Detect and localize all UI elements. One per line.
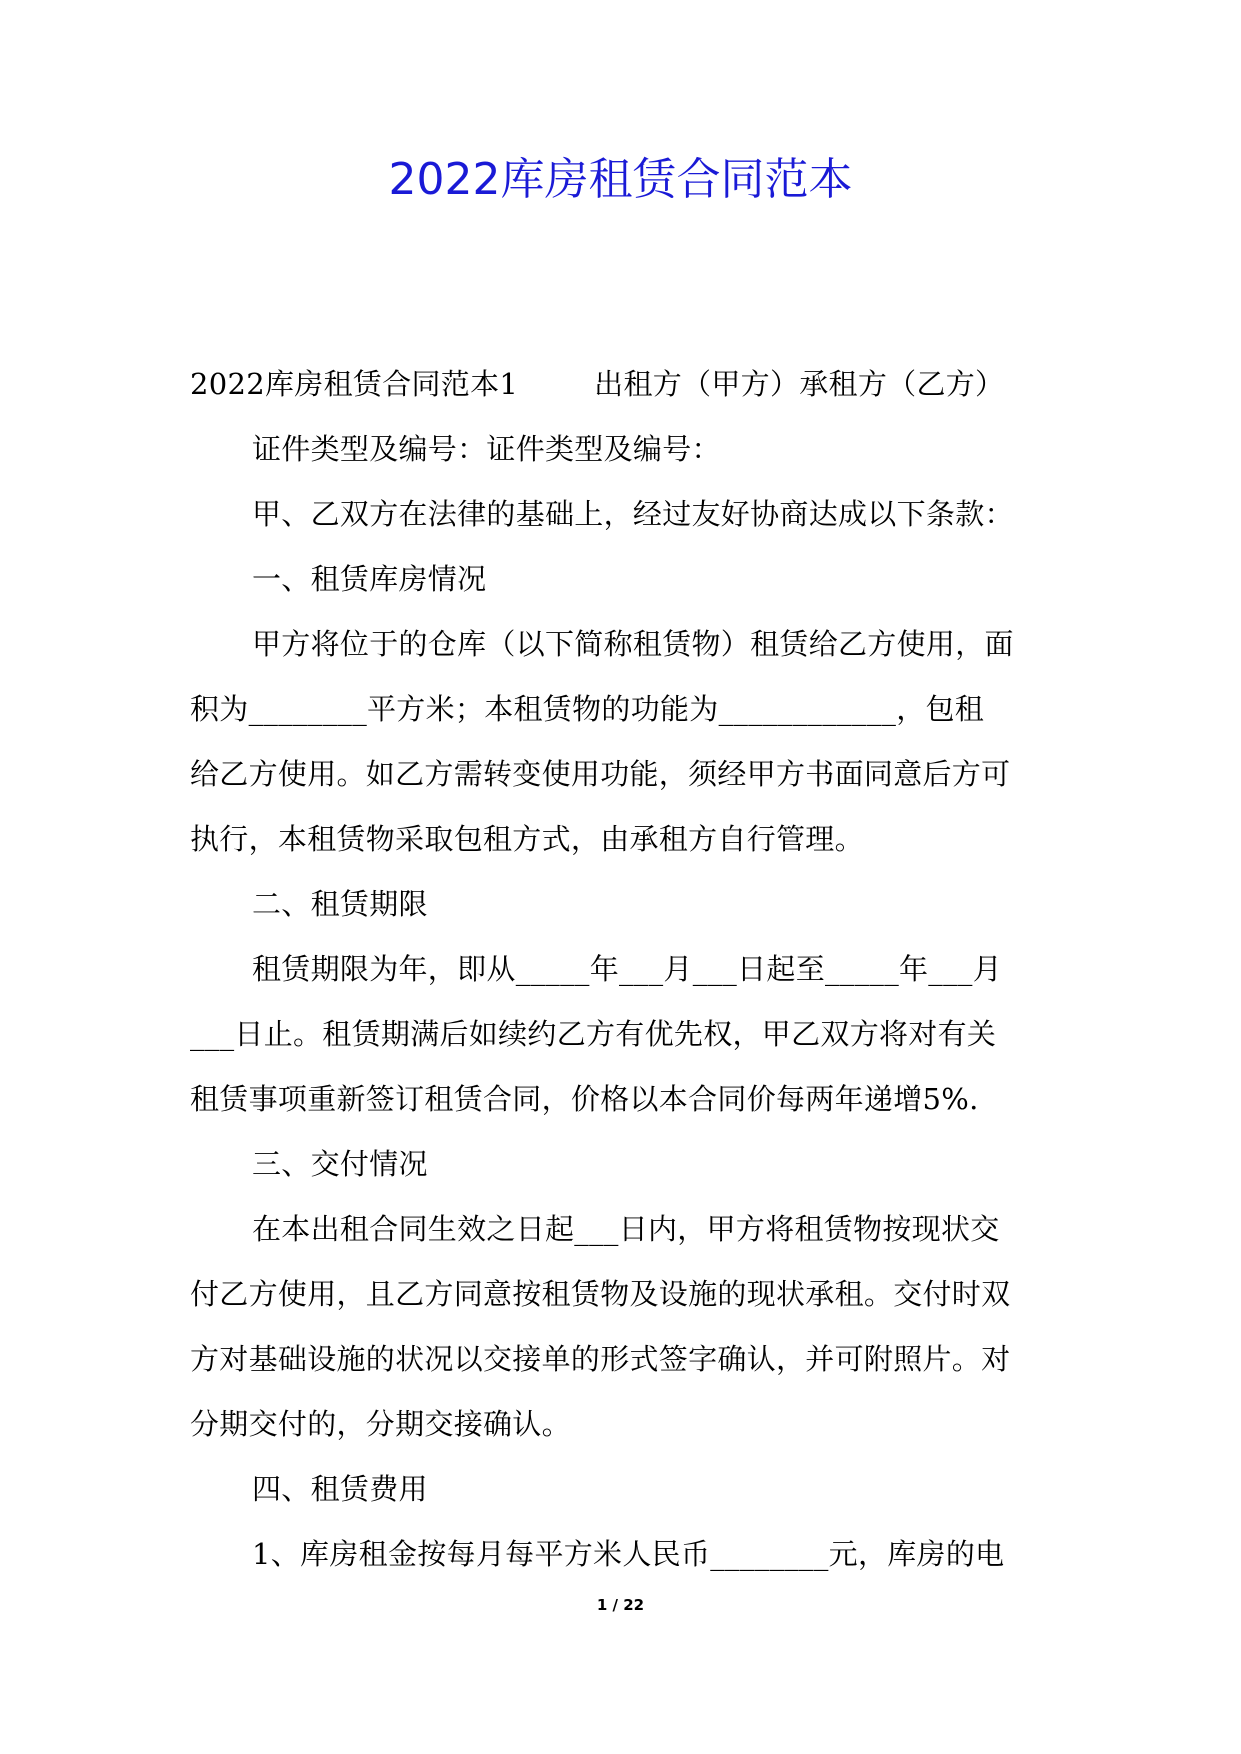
section-heading: 一、租赁库房情况 xyxy=(252,562,487,596)
intro-line xyxy=(190,352,1060,417)
page-number: 1 / 22 xyxy=(596,1596,645,1614)
document-body xyxy=(190,352,1060,1587)
paragraph-line: 租赁期限为年，即从_____年___月___日起至_____年___月 xyxy=(252,952,1003,986)
paragraph-line: 付乙方使用，且乙方同意按租赁物及设施的现状承租。交付时双 xyxy=(190,1277,1011,1311)
paragraph-line: 方对基础设施的状况以交接单的形式签字确认，并可附照片。对 xyxy=(190,1342,1011,1376)
intro-parties: 出租方（甲方）承租方（乙方） xyxy=(594,367,1005,401)
section-heading: 二、租赁期限 xyxy=(252,887,428,921)
paragraph-line: 甲方将位于的仓库（以下简称租赁物）租赁给乙方使用，面 xyxy=(252,627,1014,661)
paragraph-line: 分期交付的，分期交接确认。 xyxy=(190,1407,571,1441)
paragraph-line: 给乙方使用。如乙方需转变使用功能，须经甲方书面同意后方可 xyxy=(190,757,1011,791)
paragraph-line: 积为________平方米；本租赁物的功能为____________，包租 xyxy=(190,692,985,726)
paragraph-line: 甲、乙双方在法律的基础上，经过友好协商达成以下条款： xyxy=(252,497,1014,531)
paragraph-line: 在本出租合同生效之日起___日内，甲方将租赁物按现状交 xyxy=(252,1212,1000,1246)
section-heading: 四、租赁费用 xyxy=(252,1472,428,1506)
section-heading: 三、交付情况 xyxy=(252,1147,428,1181)
document-title: 2022库房租赁合同范本 xyxy=(388,154,853,205)
paragraph-line: ___日止。租赁期满后如续约乙方有优先权，甲乙双方将对有关 xyxy=(190,1017,997,1051)
paragraph-line: 执行，本租赁物采取包租方式，由承租方自行管理。 xyxy=(190,822,864,856)
paragraph-line: 1、库房租金按每月每平方米人民币________元，库房的电 xyxy=(252,1537,1005,1571)
paragraph-line: 租赁事项重新签订租赁合同，价格以本合同价每两年递增5%. xyxy=(190,1082,979,1116)
paragraph-line: 证件类型及编号：证件类型及编号： xyxy=(252,432,721,466)
intro-heading: 2022库房租赁合同范本1 xyxy=(190,367,519,401)
